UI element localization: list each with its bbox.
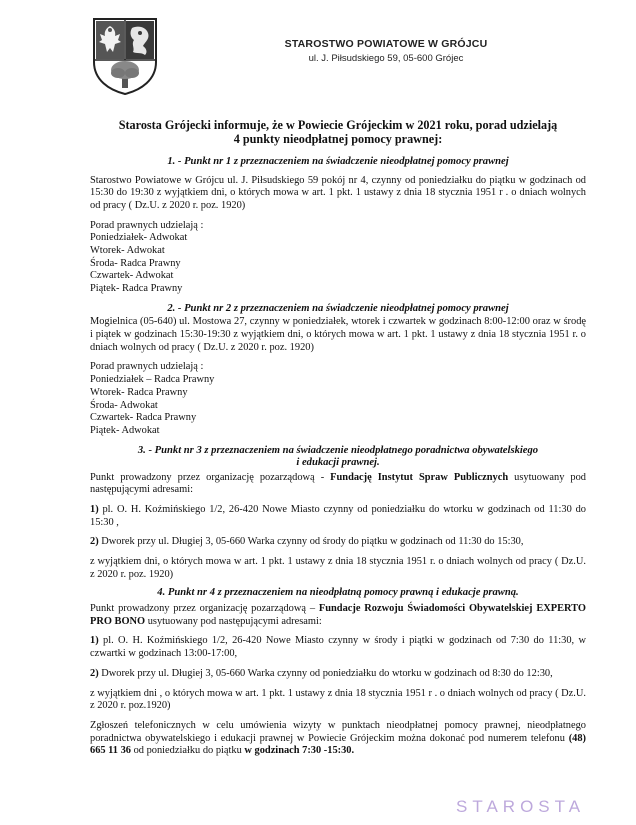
address-text: Dworek przy ul. Długiej 3, 05-660 Warka czynny od poniedziałku do wtorku w godzinach od 8:30 do 12:30, [98, 667, 553, 679]
section-1-description: Starostwo Powiatowe w Grójcu ul. J. Piłsudskiego 59 pokój nr 4, czynny od poniedziałku do piątku w godzinach od 15:30 do 19:30 z wyjątkiem dni, o których mowa w art. 1 pkt. 1 ustawy z dnia 18 stycznia 1951 r . o dniach wolnych od pracy ( Dz.U. z 2020 r. poz. 1920) [90, 174, 586, 211]
section-3-heading-line-1: 3. - Punkt nr 3 z przeznaczeniem na świadczenie nieodpłatnego poradnictwa obywatelskiego [137, 444, 539, 456]
section-3-address-2 [90, 536, 586, 549]
schedule-item: Wtorek- Adwokat [90, 245, 165, 257]
address-text: Dworek przy ul. Długiej 3, 05-660 Warka czynny od środy do piątku w godzinach od 11:30 do 15:30, [98, 536, 524, 548]
section-4-intro [90, 603, 586, 628]
address-number: 1) [90, 635, 99, 647]
document-body [90, 156, 586, 758]
address-number: 2) [90, 667, 99, 679]
section-4-organization: Fundacje Rozwoju Świadomości Obywatelskiej EXPERTO PRO BONO [90, 603, 586, 627]
address-number: 1) [90, 504, 99, 516]
title-line-1: Starosta Grójecki informuje, że w Powiecie Grójeckim w 2021 roku, porad udzielają [118, 118, 558, 132]
schedule-item: Środa- Radca Prawny [90, 257, 181, 269]
contact-text-before: Zgłoszeń telefonicznych w celu umówienia wizyty w punktach nieodpłatnej pomocy prawnej, nieodpłatnego poradnictwa obywatelskiego i edukacji prawnej w Powiecie Grójeckim można dokonać pod numerem telefonu [90, 720, 586, 744]
powiat-grojec-coat-of-arms-icon [91, 16, 159, 96]
starosta-stamp: STAROSTA [456, 797, 586, 816]
schedule-item: Czwartek- Adwokat [90, 270, 174, 282]
section-3-intro [90, 472, 586, 497]
contact-info [90, 720, 586, 758]
section-2-schedule [90, 374, 586, 438]
address-text: pl. O. H. Koźmińskiego 1/2, 26-420 Nowe Miasto czynny od poniedziałku do wtorku w godzinach od 11:30 do 15:30 , [90, 504, 586, 528]
section-4-intro-before: Punkt prowadzony przez organizację pozarządową – [90, 603, 319, 615]
section-4-exception: z wyjątkiem dni , o których mowa w art. 1 pkt. 1 ustawy z dnia 18 stycznia 1951 r . o dniach wolnych od pracy ( Dz.U. z 2020 r. poz.1920) [90, 687, 586, 712]
contact-phone: (48) 665 11 36 [90, 732, 586, 757]
section-3-heading [90, 445, 586, 470]
section-4-heading: 4. Punkt nr 4 z przeznaczeniem na nieodpłatną pomocy prawną i edukacje prawną. [157, 586, 519, 598]
section-2-advice-label: Porad prawnych udzielają : [90, 361, 204, 373]
section-3-address-1 [90, 504, 586, 529]
contact-hours: w godzinach 7:30 -15:30. [244, 745, 355, 757]
section-4-address-2 [90, 668, 586, 681]
schedule-item: Poniedziałek- Adwokat [90, 232, 188, 244]
schedule-item: Poniedziałek – Radca Prawny [90, 374, 215, 386]
letterhead [236, 38, 536, 64]
section-2-description: Mogielnica (05-640) ul. Mostowa 27, czynny w poniedziałek, wtorek i czwartek w godzinach 8:00-12:00 oraz w środę i piątek w godzinach 15:30-19:30 z wyjątkiem dni, o których mowa w art. 1 pkt. 1 ustawy z dnia 18 stycznia 1951 r. o dniach wolnych od pracy ( Dz.U. z 2020 r. poz. 1920) [90, 316, 586, 353]
document-title [90, 118, 586, 146]
section-4-address-1 [90, 635, 586, 660]
schedule-item: Piątek- Adwokat [90, 424, 160, 436]
section-3-heading-line-2: i edukacji prawnej. [296, 457, 380, 469]
section-3-intro-before: Punkt prowadzony przez organizację pozarządową - [90, 471, 331, 483]
title-line-2: 4 punkty nieodpłatnej pomocy prawnej: [233, 132, 443, 146]
section-4-intro-after: usytuowany pod następującymi adresami: [145, 615, 322, 627]
schedule-item: Czwartek- Radca Prawny [90, 412, 197, 424]
contact-text-middle: od poniedziałku do piątku [131, 745, 245, 757]
office-name: STAROSTWO POWIATOWE W GRÓJCU [284, 38, 488, 50]
address-text: pl. O. H. Koźmińskiego 1/2, 26-420 Nowe Miasto czynny w środy i piątki w godzinach od 7:30 do 11:30, w czwartki w godzinach 13:00-17:00, [90, 635, 586, 660]
section-2-heading: 2. - Punkt nr 2 z przeznaczeniem na świadczenie nieodpłatnej pomocy prawnej [167, 302, 509, 314]
section-3-exception: z wyjątkiem dni, o których mowa w art. 1 pkt. 1 ustawy z dnia 18 stycznia 1951 r. o dniach wolnych od pracy ( Dz.U. z 2020 r. poz. 1920) [90, 556, 586, 580]
section-1-advice-label: Porad prawnych udzielają : [90, 219, 204, 231]
section-3-organization: Fundację Instytut Spraw Publicznych [330, 471, 509, 483]
section-1-heading: 1. - Punkt nr 1 z przeznaczeniem na świadczenie nieodpłatnej pomocy prawnej [167, 156, 509, 167]
section-1-schedule [90, 232, 586, 296]
office-address: ul. J. Piłsudskiego 59, 05-600 Grójec [308, 53, 464, 64]
schedule-item: Środa- Adwokat [90, 399, 158, 411]
section-3-intro-after: usytuowany pod następującymi adresami: [90, 471, 586, 496]
address-number: 2) [90, 536, 99, 548]
schedule-item: Piątek- Radca Prawny [90, 283, 183, 295]
schedule-item: Wtorek- Radca Prawny [90, 386, 188, 398]
